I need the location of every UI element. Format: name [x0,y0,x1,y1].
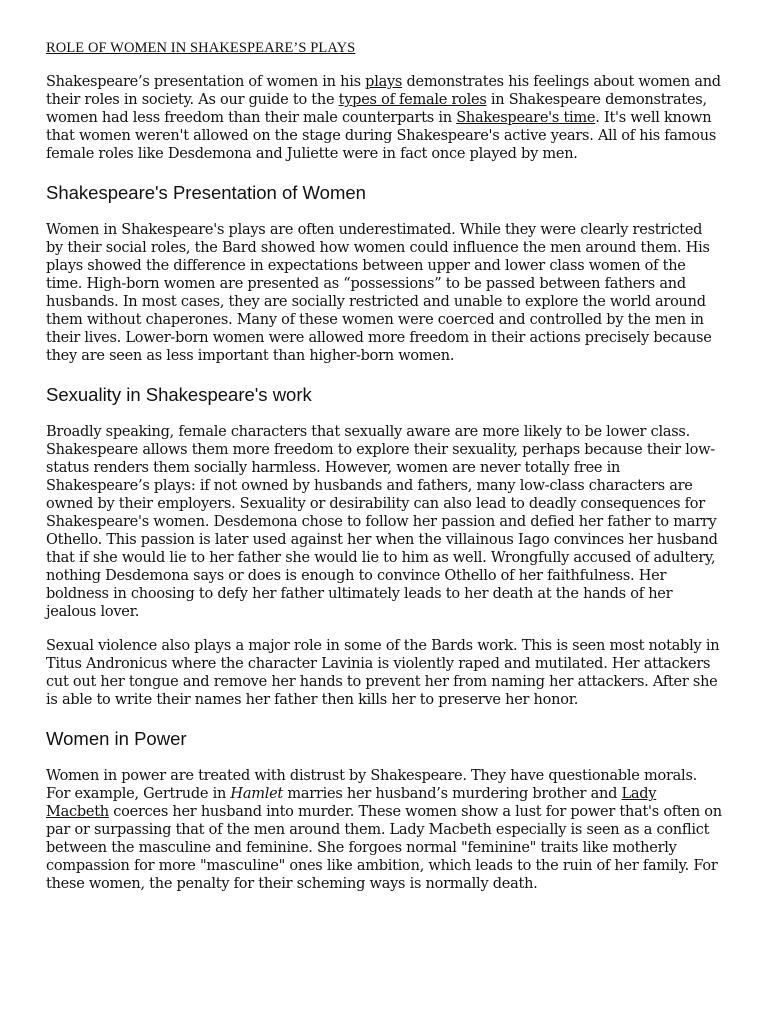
power-text-2: marries her husband’s murdering brother and [283,786,622,802]
section-heading-power: Women in Power [46,728,187,749]
intro-text-4: . It's well known that women weren't allowed on the stage during Shakespeare's active years. All of his famous female roles like Desdemona and Juliette were in fact once played by men. [46,110,717,162]
sexuality-paragraph-1: Broadly speaking, female characters that sexually aware are more likely to be lower class. Shakespeare allows them more freedom to explore their sexuality, perhaps because their low-status renders them socially harmless. However, women are never totally free in Shakespeare’s plays: if not owned by husbands and fathers, many low-class characters are owned by their employers. Sexuality or desirability can also lead to deadly consequences for Shakespeare's women. Desdemona chose to follow her passion and defied her father to marry Othello. This passion is later used against her when the villainous Iago convinces her husband that if she would lie to her father she would lie to him as well. Wrongfully accused of adultery, nothing Desdemona says or does is enough to convince Othello of her faithfulness. Her boldness in choosing to defy her father ultimately leads to her death at the hands of her jealous lover. [46,424,718,620]
power-paragraph [46,767,722,893]
intro-paragraph [46,73,722,163]
document-body [46,40,722,909]
plays-link[interactable]: plays [365,74,403,90]
lady-macbeth-link[interactable]: Lady Macbeth [46,786,657,820]
power-text-1: Women in power are treated with distrust by Shakespeare. They have questionable morals. For example, Gertrude in [46,768,697,802]
intro-text-3: in Shakespeare demonstrates, women had less freedom than their male counterparts in [46,92,707,126]
sexuality-paragraph-2: Sexual violence also plays a major role in some of the Bards work. This is seen most notably in Titus Andronicus where the character Lavinia is violently raped and mutilated. Her attackers cut out her tongue and remove her hands to prevent her from naming her attackers. After she is able to write their names her father then kills her to preserve her honor. [46,638,720,708]
intro-text-2: demonstrates his feelings about women and their roles in society. As our guide to the [46,74,721,108]
presentation-paragraph: Women in Shakespeare's plays are often underestimated. While they were clearly restricted by their social roles, the Bard showed how women could influence the men around them. His plays showed the difference in expectations between upper and lower class women of the time. High-born women are presented as “possessions” to be passed between fathers and husbands. In most cases, they are socially restricted and unable to explore the world around them without chaperones. Many of these women were coerced and controlled by the men in their lives. Lower-born women were allowed more freedom in their actions precisely because they are seen as less important than higher-born women. [46,222,712,364]
types-of-female-roles-link[interactable]: types of female roles [338,92,487,108]
intro-text-1: Shakespeare’s presentation of women in his [46,74,366,90]
section-heading-sexuality: Sexuality in Shakespeare's work [46,384,312,405]
power-text-3: coerces her husband into murder. These women show a lust for power that's often on par or surpassing that of the men around them. Lady Macbeth especially is seen as a conflict between the masculine and feminine. She forgoes normal "feminine" traits like motherly compassion for more "masculine" ones like ambition, which leads to the ruin of her family. For these women, the penalty for their scheming ways is normally death. [46,804,722,892]
hamlet-title: Hamlet [230,786,284,802]
section-heading-presentation: Shakespeare's Presentation of Women [46,182,366,203]
document-title: ROLE OF WOMEN IN SHAKESPEARE’S PLAYS [46,40,356,56]
shakespeares-time-link[interactable]: Shakespeare's time [456,110,596,126]
